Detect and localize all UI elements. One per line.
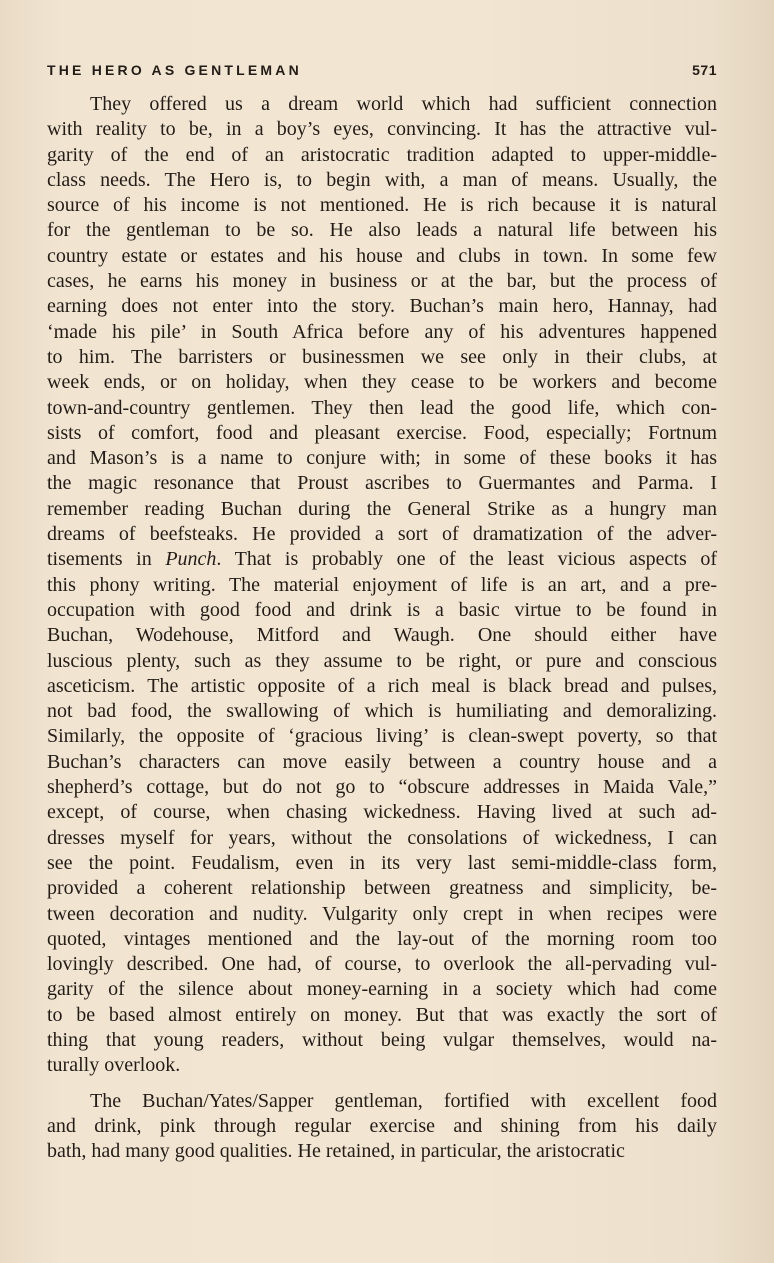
text-line: tisements in Punch. That is probably one of the least vicious aspects of bbox=[47, 548, 718, 571]
text-line: Similarly, the opposite of ‘gracious living’ is clean-swept poverty, so that bbox=[47, 725, 717, 748]
text-line: garity of the end of an aristocratic tradition adapted to upper-middle- bbox=[47, 143, 717, 166]
text-line: to him. The barristers or businessmen we see only in their clubs, at bbox=[47, 345, 717, 368]
running-head-title: THE HERO AS GENTLEMAN bbox=[47, 62, 302, 78]
text-line: occupation with good food and drink is a basic virtue to be found in bbox=[47, 598, 717, 621]
text-line: source of his income is not mentioned. He is rich because it is natural bbox=[47, 194, 717, 217]
italic-title: Punch bbox=[165, 548, 217, 571]
text-line: see the point. Feudalism, even in its very last semi-middle-class form, bbox=[47, 851, 717, 874]
text-line: turally overlook. bbox=[47, 1054, 181, 1077]
text-line: cases, he earns his money in business or at the bar, but the process of bbox=[47, 270, 717, 293]
text-line: quoted, vintages mentioned and the lay-out of the morning room too bbox=[47, 927, 717, 950]
text-line: Buchan, Wodehouse, Mitford and Waugh. One should either have bbox=[47, 624, 717, 647]
text-line: and Mason’s is a name to conjure with; in some of these books it has bbox=[47, 447, 717, 470]
text-line: country estate or estates and his house and clubs in town. In some few bbox=[47, 244, 717, 267]
text-line: with reality to be, in a boy’s eyes, convincing. It has the attractive vul- bbox=[47, 118, 717, 141]
text-line: ‘made his pile’ in South Africa before any of his adventures happened bbox=[47, 320, 717, 343]
text-line: The Buchan/Yates/Sapper gentleman, fortified with excellent food bbox=[90, 1089, 717, 1112]
text-line: remember reading Buchan during the General Strike as a hungry man bbox=[47, 497, 717, 520]
text-line: luscious plenty, such as they assume to be right, or pure and conscious bbox=[47, 649, 717, 672]
text-line: sists of comfort, food and pleasant exercise. Food, especially; Fortnum bbox=[47, 421, 717, 444]
book-page bbox=[47, 0, 717, 1263]
text-line: not bad food, the swallowing of which is humiliating and demoralizing. bbox=[47, 700, 717, 723]
text-line: except, of course, when chasing wickedness. Having lived at such ad- bbox=[47, 801, 717, 824]
text-line: the magic resonance that Proust ascribes to Guermantes and Parma. I bbox=[47, 472, 717, 495]
text-line: week ends, or on holiday, when they cease to be workers and become bbox=[47, 371, 717, 394]
text-line: town-and-country gentlemen. They then lead the good life, which con- bbox=[47, 396, 717, 419]
text-line: bath, had many good qualities. He retained, in particular, the aristocratic bbox=[47, 1140, 625, 1163]
paragraph bbox=[47, 1089, 717, 1165]
text-line: asceticism. The artistic opposite of a rich meal is black bread and pulses, bbox=[47, 674, 717, 697]
paragraph bbox=[47, 92, 717, 1079]
text-line: earning does not enter into the story. Buchan’s main hero, Hannay, had bbox=[47, 295, 717, 318]
running-head bbox=[47, 62, 717, 86]
text-line: garity of the silence about money-earning in a society which had come bbox=[47, 978, 717, 1001]
text-line: tween decoration and nudity. Vulgarity only crept in when recipes were bbox=[47, 902, 717, 925]
text-line: and drink, pink through regular exercise and shining from his daily bbox=[47, 1114, 717, 1137]
text-line: dreams of beefsteaks. He provided a sort of dramatization of the adver- bbox=[47, 523, 717, 546]
text-line: Buchan’s characters can move easily between a country house and a bbox=[47, 750, 717, 773]
text-line: thing that young readers, without being vulgar themselves, would na- bbox=[47, 1028, 717, 1051]
text-line: dresses myself for years, without the consolations of wickedness, I can bbox=[47, 826, 717, 849]
text-line: provided a coherent relationship between greatness and simplicity, be- bbox=[47, 877, 717, 900]
body-text bbox=[47, 92, 717, 1164]
text-line: this phony writing. The material enjoyment of life is an art, and a pre- bbox=[47, 573, 717, 596]
text-line: class needs. The Hero is, to begin with, a man of means. Usually, the bbox=[47, 168, 717, 191]
text-line: to be based almost entirely on money. But that was exactly the sort of bbox=[47, 1003, 717, 1026]
text-line: lovingly described. One had, of course, to overlook the all-pervading vul- bbox=[47, 953, 717, 976]
text-line: shepherd’s cottage, but do not go to “obscure addresses in Maida Vale,” bbox=[47, 776, 717, 799]
text-line: They offered us a dream world which had sufficient connection bbox=[90, 93, 717, 115]
text-line: for the gentleman to be so. He also leads a natural life between his bbox=[47, 219, 717, 242]
page-number: 571 bbox=[692, 62, 717, 78]
